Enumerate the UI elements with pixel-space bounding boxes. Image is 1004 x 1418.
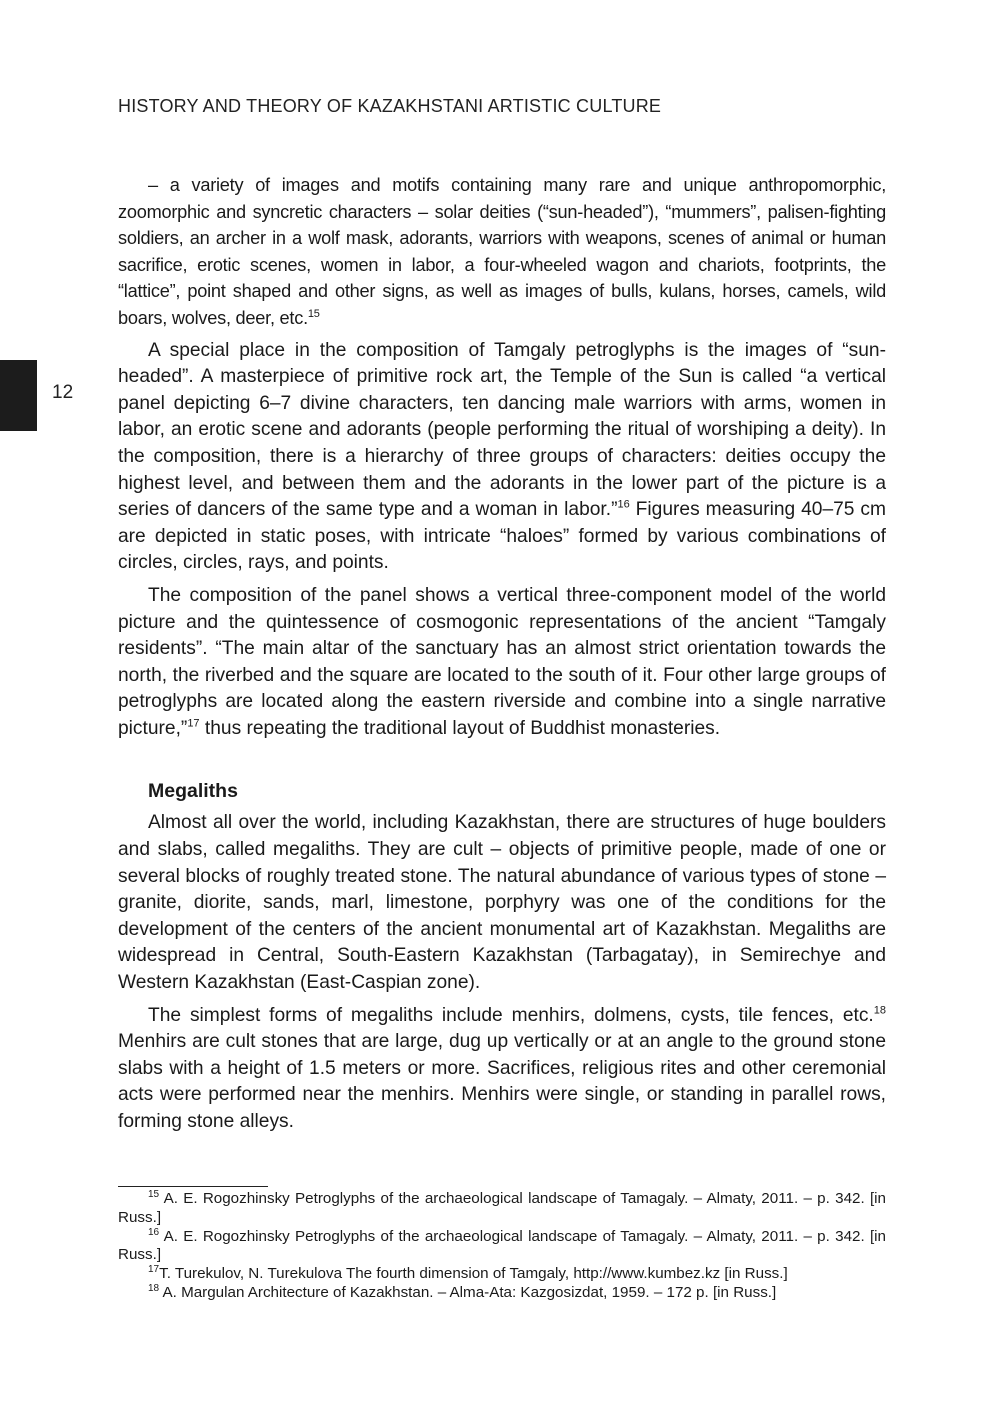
paragraph-list-item (118, 172, 886, 332)
footnote-ref[interactable]: 17 (187, 717, 200, 730)
main-text (118, 172, 886, 1136)
footnote (118, 1284, 886, 1303)
footnote-separator (118, 1186, 268, 1187)
running-header: HISTORY AND THEORY OF KAZAKHSTANI ARTISTIC CULTURE (118, 96, 662, 116)
footnote-number: 17 (148, 1264, 160, 1276)
footnote-ref[interactable]: 18 (873, 1004, 886, 1017)
footnote-number: 16 (148, 1226, 160, 1238)
footnote-ref[interactable]: 15 (307, 307, 320, 320)
paragraph-text: – a variety of images and motifs containing many rare and unique anthropomorphic, zoomorphic and syncretic characters – solar deities (“sun-headed”), “mummers”, palisen-fighting soldiers, an archer in a wolf mask, adorants, warriors with weapons, scenes of animal or human sacrifice, erotic scenes, women in labor, a four-wheeled wagon and chariots, footprints, the “lattice”, point shaped and other signs, as well as images of bulls, kulans, horses, camels, wild boars, wolves, deer, etc. (118, 175, 886, 328)
page-edge-tab (0, 360, 37, 431)
footnote-number: 15 (148, 1188, 160, 1200)
paragraph-text: Figures measuring 40–75 cm are depicted in static poses, with intricate “haloes” formed by various combinations of circles, circles, rays, and points. (118, 499, 887, 574)
paragraph (118, 810, 886, 996)
paragraph-text: The simplest forms of megaliths include menhirs, dolmens, cysts, tile fences, etc. (148, 1004, 874, 1026)
section-heading: Megaliths (148, 780, 238, 803)
footnote (118, 1190, 886, 1228)
footnote-ref[interactable]: 16 (617, 498, 630, 511)
footnote (118, 1228, 886, 1266)
page-number: 12 (52, 382, 74, 403)
footnote-text: A. E. Rogozhinsky Petroglyphs of the archaeological landscape of Tamagaly. – Almaty, 2011. – p. 342. [in Russ.] (118, 1227, 886, 1264)
paragraph-text: A special place in the composition of Tamgaly petroglyphs is the images of “sun-headed”. A masterpiece of primitive rock art, the Temple of the Sun is called “a vertical panel depicting 6–7 divine characters, ten dancing male warriors with arms, women in labor, an erotic scene and adorants (people performing the ritual of worshiping a deity). In the composition, there is a hierarchy of three groups of characters: deities occupy the highest level, and between them and the adorants in the lower part of the picture is a series of dancers of the same type and a woman in labor.” (118, 339, 886, 521)
paragraph-text: The composition of the panel shows a vertical three-component model of the world picture and the quintessence of cosmogonic representations of the ancient “Tamgaly residents”. “The main altar of the sanctuary has an almost strict orientation towards the north, the riverbed and the square are located to the south of it. Four other large groups of petroglyphs are located along the eastern riverside and combine into a single narrative picture,” (118, 584, 886, 739)
footnotes (118, 1190, 886, 1303)
footnote-text: A. E. Rogozhinsky Petroglyphs of the archaeological landscape of Tamagaly. – Almaty, 2011. – p. 342. [in Russ.] (118, 1190, 886, 1226)
paragraph (118, 583, 886, 743)
paragraph (118, 338, 886, 577)
paragraph (118, 1003, 886, 1136)
paragraph-text: thus repeating the traditional layout of Buddhist monasteries. (199, 717, 721, 739)
footnote-text: T. Turekulov, N. Turekulova The fourth dimension of Tamgaly, http://www.kumbez.kz [in Russ.] (159, 1265, 788, 1283)
paragraph-text: Menhirs are cult stones that are large, dug up vertically or at an angle to the ground stone slabs with a height of 1.5 meters or more. Sacrifices, religious rites and other ceremonial acts were performed near the menhirs. Menhirs were single, or standing in parallel rows, forming stone alleys. (118, 1031, 886, 1132)
footnote (118, 1265, 886, 1284)
paragraph-text: Almost all over the world, including Kazakhstan, there are structures of huge boulders and slabs, called megaliths. They are cult – objects of primitive people, made of one or several blocks of roughly treated stone. The natural abundance of various types of stone – granite, diorite, sands, marl, limestone, porphyry was one of the conditions for the development of the centers of the ancient monumental art of Kazakhstan. Megaliths are widespread in Central, South-Eastern Kazakhstan (Tarbagatay), in Semirechye and Western Kazakhstan (East-Caspian zone). (118, 812, 886, 994)
footnote-text: A. Margulan Architecture of Kazakhstan. – Alma-Ata: Kazgosizdat, 1959. – 172 p. [in Russ.] (159, 1283, 777, 1301)
footnote-number: 18 (148, 1282, 160, 1294)
